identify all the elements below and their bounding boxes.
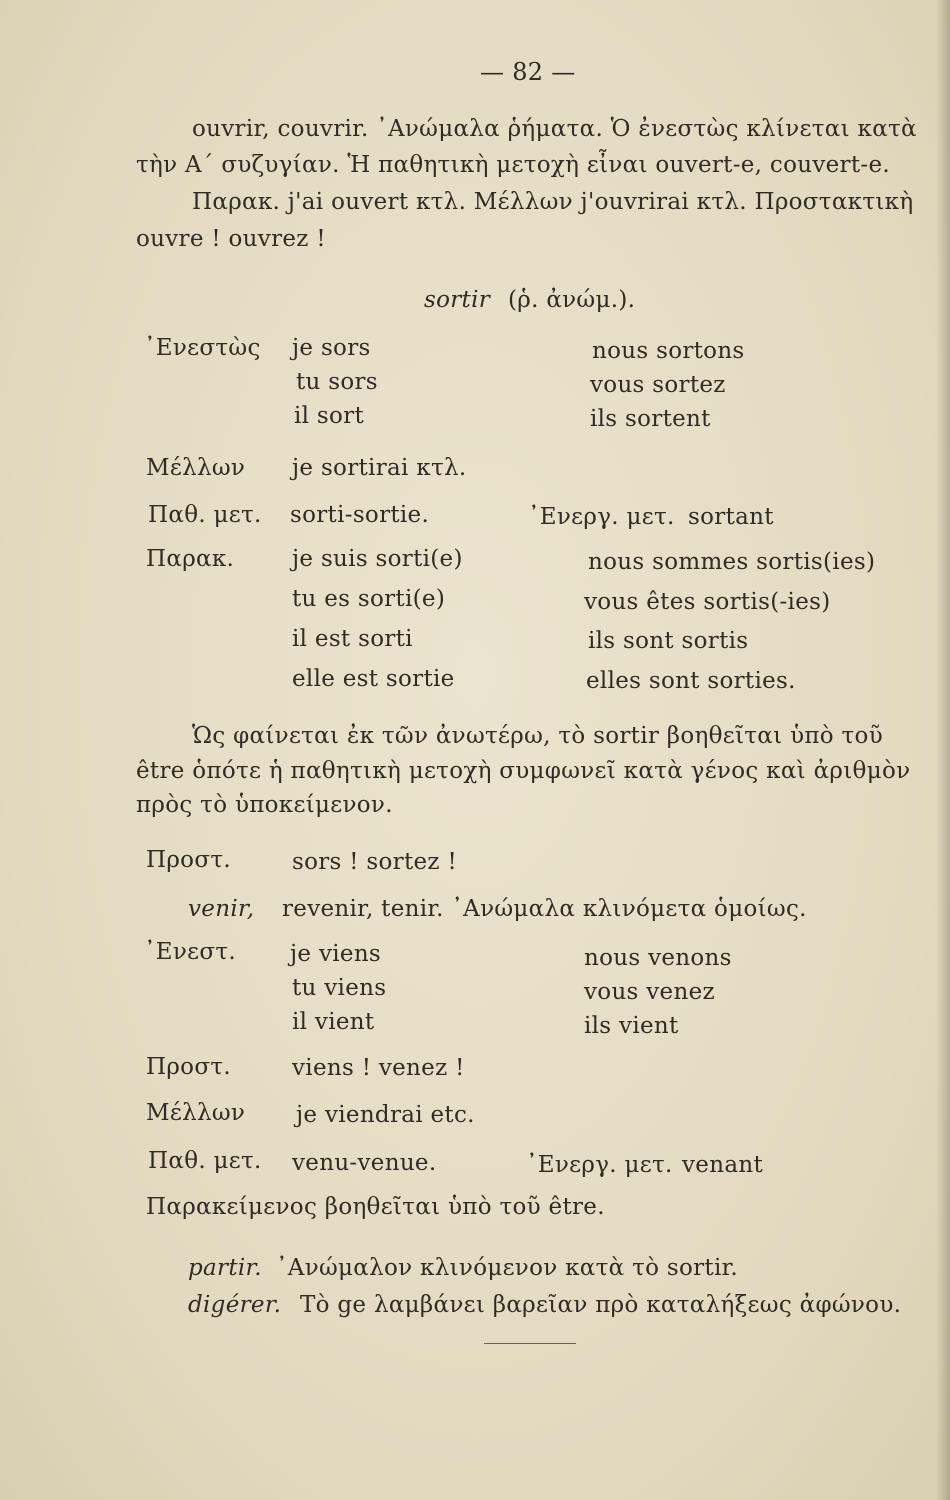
venir-active-participle-form: venant (682, 1152, 763, 1178)
sortir-perfect-label: Παρακ. (146, 546, 235, 572)
intro-line-4: ouvre ! ouvrez ! (136, 226, 326, 252)
sortir-note-line-1: Ὡς φαίνεται ἐκ τῶν ἀνωτέρω, τὸ sortir βοηθεῖται ὑπὸ τοῦ (192, 723, 883, 749)
sortir-perfect-pl-1: nous sommes sortis(ies) (588, 549, 876, 575)
venir-present-pl-1: nous venons (584, 945, 732, 971)
page-edge-shadow (936, 0, 950, 1500)
venir-passive-participle-form: venu-venue. (292, 1150, 437, 1176)
venir-present-pl-2: vous venez (584, 979, 715, 1005)
sortir-perfect-pl-3: ils sont sortis (588, 628, 749, 654)
venir-heading-verb: venir, (188, 896, 255, 922)
venir-active-participle-label: ᾿Ενεργ. μετ. (526, 1152, 673, 1178)
sortir-imperative-form: sors ! sortez ! (292, 849, 457, 875)
sortir-active-participle-label: ᾿Ενεργ. μετ. (528, 504, 675, 530)
sortir-present-label: ᾿Ενεστὼς (144, 335, 261, 361)
venir-present-sg-2: tu viens (292, 975, 387, 1001)
sortir-present-pl-3: ils sortent (590, 406, 711, 432)
sortir-passive-participle-label: Παθ. μετ. (148, 502, 262, 528)
sortir-note-line-3: πρὸς τὸ ὑποκείμενον. (136, 792, 393, 818)
sortir-present-sg-3: il sort (294, 403, 365, 429)
page-number: — 82 — (480, 58, 576, 86)
sortir-heading-note: (ῥ. ἀνώμ.). (508, 287, 636, 313)
venir-imperative-form: viens ! venez ! (292, 1055, 465, 1081)
venir-perfect-note: Παρακείμενος βοηθεῖται ὑπὸ τοῦ être. (146, 1194, 605, 1220)
end-rule (484, 1343, 576, 1344)
sortir-perfect-pl-4: elles sont sorties. (586, 668, 796, 694)
venir-present-label: ᾿Ενεστ. (144, 939, 237, 965)
venir-future-form: je viendrai etc. (296, 1102, 475, 1128)
sortir-future-form: je sortirai κτλ. (292, 455, 467, 481)
sortir-present-sg-1: je sors (292, 335, 371, 361)
venir-passive-participle-label: Παθ. μετ. (148, 1148, 262, 1174)
sortir-present-pl-2: vous sortez (590, 372, 726, 398)
sortir-present-pl-1: nous sortons (592, 338, 745, 364)
partir-verb: partir. (188, 1255, 262, 1281)
venir-present-sg-1: je viens (290, 941, 382, 967)
venir-present-pl-3: ils vient (584, 1013, 679, 1039)
venir-present-sg-3: il vient (292, 1009, 375, 1035)
venir-imperative-label: Προστ. (146, 1054, 231, 1080)
venir-heading-rest: revenir, tenir. ᾿Ανώμαλα κλινόμετα ὁμοίως. (282, 896, 807, 922)
sortir-active-participle-form: sortant (688, 504, 774, 530)
sortir-present-sg-2: tu sors (296, 369, 378, 395)
digerer-verb: digérer. (188, 1292, 282, 1318)
partir-text: ᾿Ανώμαλον κλινόμενον κατὰ τὸ sortir. (276, 1255, 739, 1281)
venir-future-label: Μέλλων (146, 1100, 246, 1126)
sortir-heading-verb: sortir (424, 287, 491, 313)
sortir-note-line-2: être ὁπότε ἡ παθητικὴ μετοχὴ συμφωνεῖ κατὰ γένος καὶ ἀριθμὸν (136, 758, 911, 784)
sortir-passive-participle-form: sorti-sortie. (290, 502, 430, 528)
sortir-perfect-sg-4: elle est sortie (292, 666, 455, 692)
sortir-perfect-sg-1: je suis sorti(e) (292, 546, 463, 572)
digerer-text: Τὸ ge λαμβάνει βαρεῖαν πρὸ καταλήξεως ἀφώνου. (300, 1292, 902, 1318)
intro-line-2: τὴν Α΄ συζυγίαν. Ἡ παθητικὴ μετοχὴ εἶναι ouvert-e, couvert-e. (136, 152, 890, 178)
sortir-perfect-pl-2: vous êtes sortis(-ies) (584, 589, 831, 615)
sortir-perfect-sg-3: il est sorti (292, 626, 413, 652)
intro-line-3: Παρακ. j'ai ouvert κτλ. Μέλλων j'ouvrirai κτλ. Προστακτικὴ (192, 189, 914, 215)
sortir-imperative-label: Προστ. (146, 847, 231, 873)
sortir-perfect-sg-2: tu es sorti(e) (292, 586, 446, 612)
sortir-future-label: Μέλλων (146, 455, 246, 481)
intro-line-1: ouvrir, couvrir. ᾿Ανώμαλα ῥήματα. Ὁ ἐνεστὼς κλίνεται κατὰ (192, 116, 917, 142)
